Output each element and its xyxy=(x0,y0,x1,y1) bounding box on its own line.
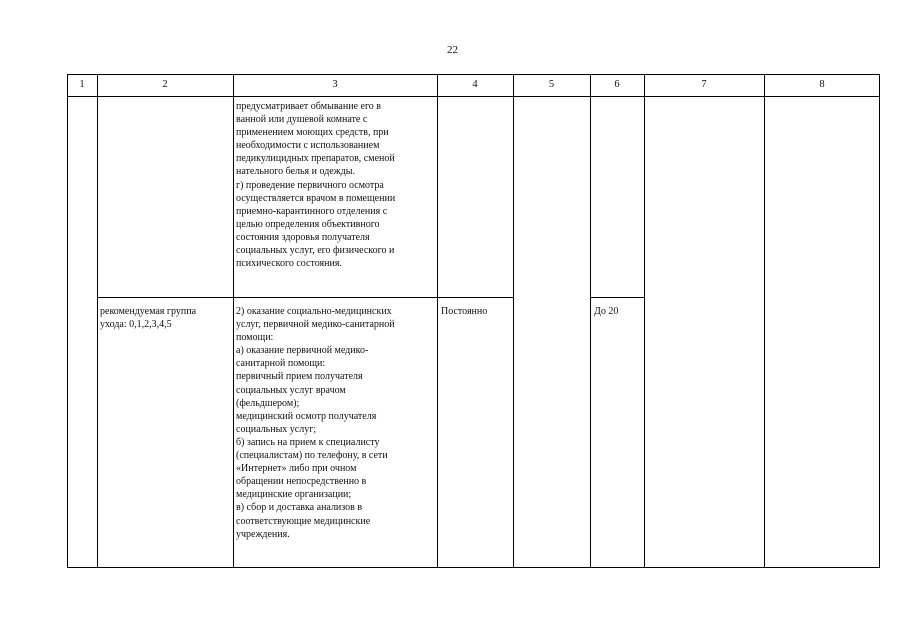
services-table xyxy=(67,74,880,568)
page-number: 22 xyxy=(447,44,458,56)
row2-limit: До 20 xyxy=(594,306,619,317)
col-border-3 xyxy=(437,74,438,568)
col-border-1 xyxy=(97,74,98,568)
col-border-2 xyxy=(233,74,234,568)
col-border-6 xyxy=(644,74,645,568)
col-border-8 xyxy=(879,74,880,568)
table-bottom-border xyxy=(67,567,880,568)
column-header-1: 1 xyxy=(79,79,85,90)
col-border-7 xyxy=(764,74,765,568)
column-header-7: 7 xyxy=(701,79,707,90)
row2-care-group: рекомендуемая группа ухода: 0,1,2,3,4,5 xyxy=(100,306,197,331)
row2-frequency: Постоянно xyxy=(441,306,488,317)
row-divider-right xyxy=(590,297,644,298)
row-divider-left xyxy=(97,297,513,298)
col-border-4 xyxy=(513,74,514,568)
column-header-2: 2 xyxy=(162,79,168,90)
col-border-0 xyxy=(67,74,68,568)
column-header-6: 6 xyxy=(614,79,620,90)
row1-service-description: предусматривает обмывание его в ванной или душевой комнате с применением моющих средств, при необходимости с использованием педикулицидных препаратов, сменой нательного белья и одежды. г) проведение первичного осмотра осуществляется врачом в помещении приемно-карантинного отделения с целью определения объективного состояния здоровья получателя социальных услуг, его физического и психического состояния. xyxy=(236,101,396,270)
col-border-5 xyxy=(590,74,591,568)
column-header-8: 8 xyxy=(819,79,825,90)
row2-service-description: 2) оказание социально-медицинских услуг, первичной медико-санитарной помощи: а) оказание первичной медико- санитарной помощи: первичный прием получателя социальных услуг врачом (фельдшером); медицинский осмотр получателя социальных услуг; б) запись на прием к специалисту (специалистам) по телефону, в сети «Интернет» либо при очном обращении непосредственно в медицинские организации; в) сбор и доставка анализов в соответствующие медицинские учреждения. xyxy=(236,306,395,540)
column-header-3: 3 xyxy=(332,79,338,90)
column-header-4: 4 xyxy=(472,79,478,90)
header-bottom-border xyxy=(67,96,880,97)
column-header-5: 5 xyxy=(548,79,555,90)
